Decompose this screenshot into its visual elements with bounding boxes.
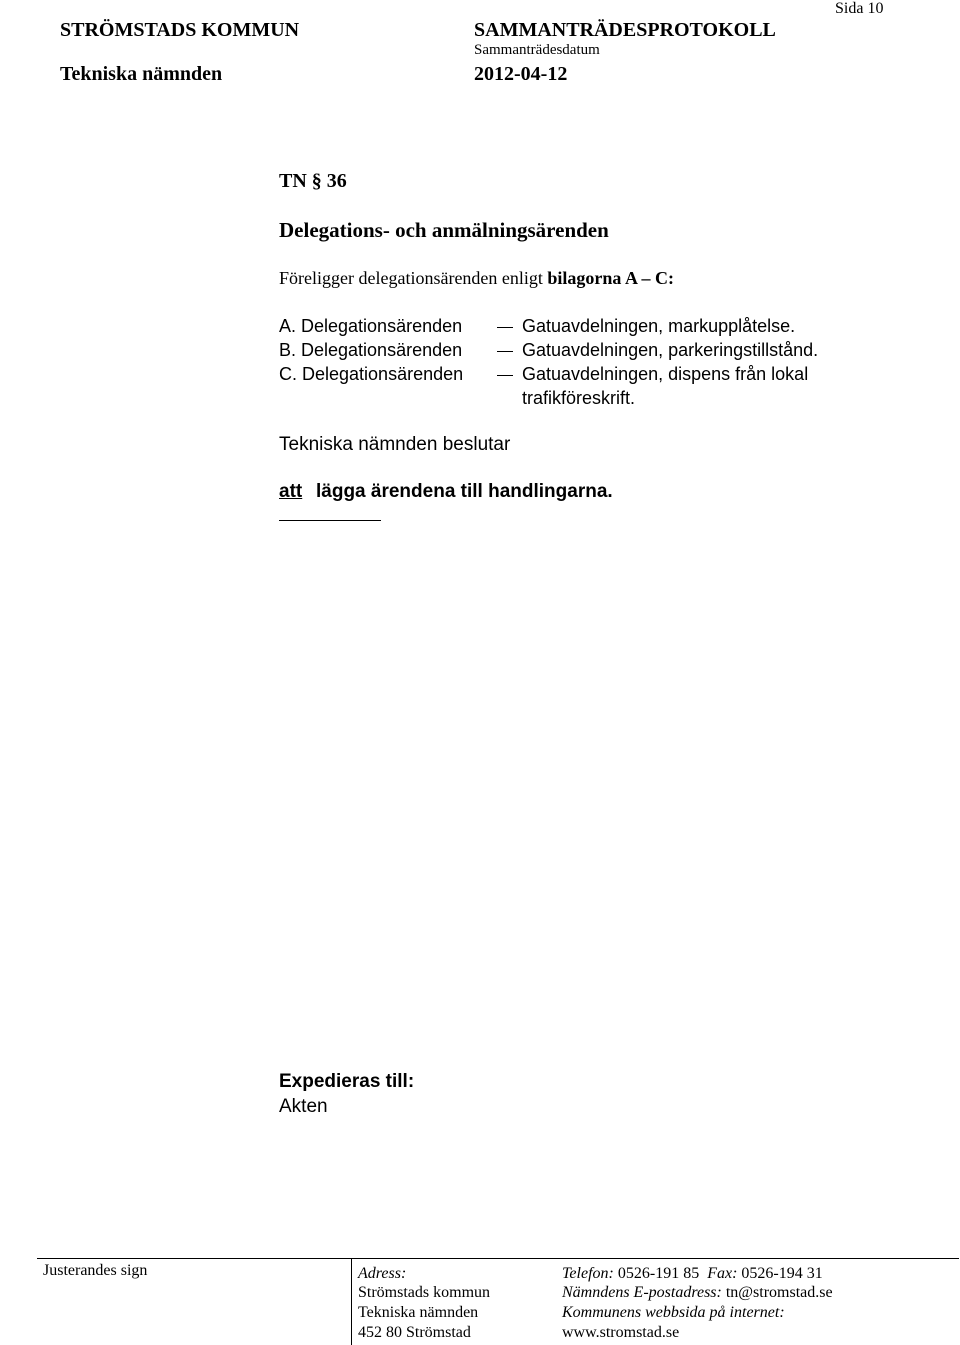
meeting-date: 2012-04-12 — [474, 63, 568, 85]
delegation-row-value-continued: trafikföreskrift. — [522, 388, 636, 408]
expedition-label: Expedieras till: — [279, 1071, 415, 1092]
delegation-row-value: Gatuavdelningen, markupplåtelse. — [522, 316, 796, 336]
email-line — [562, 1284, 833, 1302]
delegation-row-key: A. Delegationsärenden — [279, 316, 463, 336]
department-name: Tekniska nämnden — [60, 63, 223, 85]
intro-attachments: bilagorna A – C: — [547, 268, 674, 288]
web-link[interactable]: www.stromstad.se — [562, 1324, 680, 1341]
delegation-row-key: B. Delegationsärenden — [279, 340, 463, 360]
paragraph-number: TN § 36 — [279, 170, 347, 192]
protocol-title: SAMMANTRÄDESPROTOKOLL — [474, 19, 776, 41]
web-label: Kommunens webbsida på internet: — [562, 1304, 785, 1321]
phone-number: 0526-191 85 — [617, 1265, 700, 1282]
item-title: Delegations- och anmälningsärenden — [279, 218, 609, 242]
decision-text: lägga ärendena till handlingarna. — [316, 481, 613, 502]
delegation-row-value: Gatuavdelningen, dispens från lokal — [522, 364, 809, 384]
dash-separator — [497, 327, 513, 328]
expedition-value: Akten — [279, 1096, 328, 1117]
decision-heading: Tekniska nämnden beslutar — [279, 434, 511, 455]
address-line: Strömstads kommun — [358, 1284, 491, 1301]
address-line: 452 80 Strömstad — [358, 1324, 471, 1341]
meeting-date-label: Sammanträdesdatum — [474, 42, 600, 58]
signature-label: Justerandes sign — [43, 1262, 148, 1279]
email-label: Nämndens E-postadress: — [562, 1284, 722, 1301]
organization-name: STRÖMSTADS KOMMUN — [60, 19, 300, 41]
item-intro — [279, 268, 674, 289]
intro-text: Föreligger delegationsärenden enligt — [279, 268, 548, 288]
page-number: Sida 10 — [835, 0, 884, 17]
att-keyword: att — [279, 481, 303, 502]
footer-divider — [351, 1258, 352, 1345]
phone-fax-line — [562, 1265, 823, 1283]
fax-label: Fax: — [707, 1265, 738, 1282]
dash-separator — [497, 375, 513, 376]
delegation-row-value: Gatuavdelningen, parkeringstillstånd. — [522, 340, 819, 360]
delegation-row-key: C. Delegationsärenden — [279, 364, 464, 384]
fax-number: 0526-194 31 — [741, 1265, 823, 1282]
address-label: Adress: — [358, 1265, 407, 1282]
end-rule — [279, 520, 381, 521]
phone-label: Telefon: — [562, 1265, 614, 1282]
address-line: Tekniska nämnden — [358, 1304, 479, 1321]
email-address[interactable]: tn@stromstad.se — [725, 1284, 833, 1301]
dash-separator — [497, 351, 513, 352]
footer-rule — [37, 1258, 959, 1259]
